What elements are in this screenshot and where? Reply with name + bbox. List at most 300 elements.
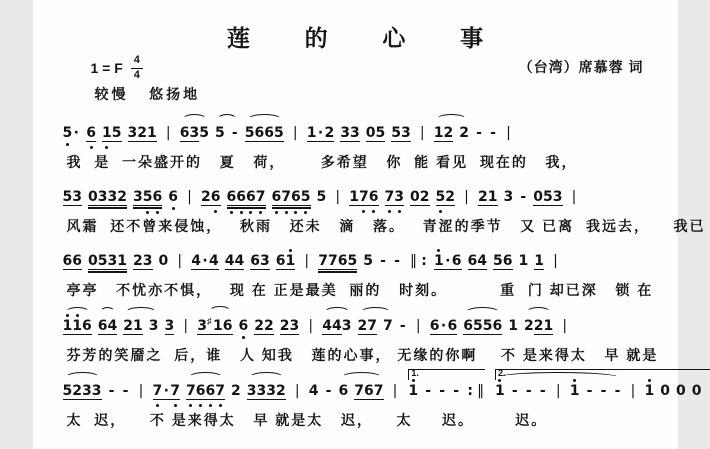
note: 1 xyxy=(508,318,518,335)
note: - xyxy=(439,383,446,400)
beam-group xyxy=(102,125,122,142)
note: 6 xyxy=(492,318,503,335)
note: 2 xyxy=(445,189,455,206)
slur-arc xyxy=(495,383,622,398)
note: 0 xyxy=(676,383,686,400)
beam-group xyxy=(153,383,181,400)
beam-group xyxy=(128,125,157,142)
time-signature xyxy=(131,55,143,81)
note: 4 xyxy=(477,253,487,270)
note: 5 xyxy=(244,125,255,142)
note: - xyxy=(525,383,532,400)
note: 7 xyxy=(318,253,328,270)
note: 3 xyxy=(394,189,404,206)
note: 6 xyxy=(467,253,478,270)
beam-group xyxy=(478,189,498,206)
beam-group xyxy=(86,125,96,142)
note: 5 xyxy=(62,125,73,142)
slur-arc xyxy=(180,125,209,142)
note: 3 xyxy=(552,189,563,206)
note: · xyxy=(202,253,208,270)
note: 6 xyxy=(222,318,233,335)
beam-group xyxy=(254,318,274,335)
second-ending-notation xyxy=(495,382,710,398)
slur-arc xyxy=(247,383,286,400)
note: 3 xyxy=(82,383,92,400)
note: 3 xyxy=(289,318,300,335)
note: 5 xyxy=(543,189,553,206)
note: 3 xyxy=(503,189,514,206)
note: 1 xyxy=(285,253,296,270)
notation-line xyxy=(59,176,652,215)
beam-group xyxy=(197,317,232,335)
second-ending-label: 2. xyxy=(498,368,506,379)
system-2 xyxy=(59,176,706,235)
note: - xyxy=(476,125,482,142)
note: 4 xyxy=(308,383,319,400)
note: - xyxy=(122,383,129,400)
note: 0 xyxy=(88,253,98,270)
note: 5 xyxy=(111,125,122,142)
note: 7 xyxy=(281,189,291,206)
note: 7 xyxy=(215,383,225,400)
note: - xyxy=(325,383,332,400)
note: 2 xyxy=(524,318,534,335)
note: 1 xyxy=(518,253,529,270)
note: 1 xyxy=(213,318,223,335)
note: 4 xyxy=(224,253,235,270)
note: - xyxy=(453,383,460,400)
note: - xyxy=(231,125,238,142)
beam-group xyxy=(493,253,513,270)
note: 7 xyxy=(328,253,338,270)
system-4 xyxy=(59,304,659,364)
lyrics-line: 我 是 一朵盛开的 夏 荷， 多希望 你 能 看见 现在的 我， xyxy=(66,154,578,171)
note: 3 xyxy=(350,125,360,142)
barline: | xyxy=(292,125,298,142)
note: 1 xyxy=(408,383,419,400)
barline: | xyxy=(138,383,144,400)
note: 5 xyxy=(435,189,446,206)
beam-group xyxy=(385,189,405,206)
slur-arc xyxy=(245,125,284,142)
note: 1 xyxy=(62,318,73,335)
note: 2 xyxy=(357,318,368,335)
lyrics-line: 亭亭 不忧亦不惧， 现 在 正是最美 丽的 时刻。 重 门 却已深 锁 在 xyxy=(66,282,654,299)
barline: | xyxy=(553,253,558,270)
beam-group xyxy=(468,253,488,270)
beam-group xyxy=(463,318,502,335)
slur-arc xyxy=(463,318,502,335)
music-systems xyxy=(59,112,706,429)
barline: | xyxy=(183,318,189,335)
beam-group xyxy=(88,189,127,206)
note: 1 xyxy=(117,253,127,270)
beam-group xyxy=(98,318,118,335)
note: 7 xyxy=(383,318,393,335)
slur-arc xyxy=(339,383,384,400)
note: 6 xyxy=(238,318,249,335)
note: 0 xyxy=(365,125,376,142)
note: 7 xyxy=(255,189,266,206)
note: 5 xyxy=(142,189,153,206)
beam-group xyxy=(366,125,386,142)
note: 4 xyxy=(191,253,201,270)
note: 5 xyxy=(473,318,483,335)
note: 2 xyxy=(276,383,286,400)
note: 6 xyxy=(338,383,349,400)
lyrics-line: 芬芳的笑靥之 后，谁 人 知我 莲的心事， 无缘的你啊 不 是来得太 早 就是 xyxy=(66,347,659,364)
note: 3 xyxy=(341,318,352,335)
key-signature xyxy=(91,55,143,81)
beam-group xyxy=(410,189,430,206)
note: 5 xyxy=(363,253,373,270)
note: 5 xyxy=(62,189,73,206)
note: 6 xyxy=(337,253,348,270)
note: 5 xyxy=(375,125,386,142)
note: 6 xyxy=(226,189,237,206)
first-ending xyxy=(408,368,487,400)
time-signature-numerator: 4 xyxy=(131,55,143,69)
note: : xyxy=(467,383,473,400)
barline: | xyxy=(630,383,636,400)
system-5 xyxy=(59,368,702,429)
song-title: 莲 的 心 事 xyxy=(226,25,498,51)
note: - xyxy=(399,318,406,335)
tempo-marking: 较慢 悠扬地 xyxy=(94,86,201,103)
note: 7 xyxy=(170,383,180,400)
beam-group xyxy=(165,318,175,335)
note: 0 xyxy=(660,383,671,400)
barline: | xyxy=(308,318,314,335)
note: 6 xyxy=(205,383,216,400)
note: 5 xyxy=(347,253,358,270)
note: 3 xyxy=(260,253,270,270)
note: 2 xyxy=(123,318,133,335)
note: 4 xyxy=(234,253,245,270)
slur-arc xyxy=(186,383,225,400)
note: · xyxy=(317,125,324,142)
note: 6 xyxy=(291,189,301,206)
beam-group xyxy=(358,318,378,335)
note: 1 xyxy=(72,318,82,335)
note: 2 xyxy=(478,189,488,206)
note: 2 xyxy=(459,125,469,142)
beam-group xyxy=(63,253,83,270)
beam-group xyxy=(430,318,458,335)
note: 1 xyxy=(306,125,317,142)
beam-group xyxy=(534,318,554,335)
note: - xyxy=(394,253,400,270)
note: 6 xyxy=(275,253,286,270)
slur-arc xyxy=(322,318,351,335)
barline: | xyxy=(177,253,183,270)
note: 2 xyxy=(254,318,264,335)
note: 3 xyxy=(340,125,350,142)
note: - xyxy=(511,383,518,400)
note: 4 xyxy=(107,318,118,335)
note: 7 xyxy=(367,318,377,335)
beam-group xyxy=(391,125,411,142)
note: 6 xyxy=(250,253,260,270)
key-signature-text: 1 = F xyxy=(90,60,123,77)
barline: | xyxy=(335,189,341,206)
note: 3 xyxy=(256,383,267,400)
note: 2 xyxy=(419,189,430,206)
note: 6 xyxy=(429,318,440,335)
lyricist-credit: （台湾）席慕蓉 词 xyxy=(518,59,644,75)
note: 5 xyxy=(199,125,209,142)
note: 1 xyxy=(543,318,554,335)
note: 2 xyxy=(279,318,290,335)
beam-group xyxy=(133,189,162,206)
notation-segment xyxy=(63,382,401,398)
note: 2 xyxy=(264,318,274,335)
note: 6 xyxy=(502,253,513,270)
note: 5 xyxy=(274,125,284,142)
barline: | xyxy=(419,125,425,142)
slur-arc xyxy=(524,318,553,335)
note: 6 xyxy=(72,253,82,270)
notation-line xyxy=(59,112,652,151)
meta-row xyxy=(91,55,644,81)
note: 6 xyxy=(236,189,246,206)
note: 3 xyxy=(107,253,118,270)
slur-arc xyxy=(98,318,118,335)
beam-group xyxy=(180,125,200,142)
first-ending-label: 1. xyxy=(411,368,419,379)
note: 6 xyxy=(246,189,256,206)
first-ending-notation xyxy=(408,382,487,398)
barline: | xyxy=(562,318,568,335)
beam-group xyxy=(63,318,92,335)
note: 3 xyxy=(142,253,153,270)
beam-group xyxy=(247,383,286,400)
note: 6 xyxy=(195,383,206,400)
beam-group xyxy=(534,253,544,270)
beam-group xyxy=(186,383,225,400)
system-1 xyxy=(59,112,652,170)
barline: | xyxy=(464,189,469,206)
note: 7 xyxy=(373,383,384,400)
note: 1 xyxy=(102,125,112,142)
note: 6 xyxy=(451,253,462,270)
barline: | xyxy=(165,125,171,142)
beam-group xyxy=(133,253,153,270)
barline: ‖ xyxy=(410,253,417,270)
slur-arc xyxy=(63,318,92,335)
beam-group xyxy=(436,189,456,206)
note: 6 xyxy=(264,125,274,142)
second-ending xyxy=(495,368,710,400)
note: 3 xyxy=(197,318,207,335)
note: 1 xyxy=(495,383,505,400)
slur-arc xyxy=(358,318,393,335)
note: 3 xyxy=(164,318,175,335)
note: 3 xyxy=(266,383,276,400)
note: - xyxy=(539,383,546,400)
beam-group xyxy=(434,125,454,142)
note: - xyxy=(600,383,607,400)
beam-group xyxy=(63,189,83,206)
barline: | xyxy=(506,125,511,142)
notation-line xyxy=(59,304,652,344)
note: 1 xyxy=(569,383,580,400)
note: 6 xyxy=(254,125,265,142)
note: - xyxy=(490,125,496,142)
note: 5 xyxy=(62,383,73,400)
note: · xyxy=(440,318,447,335)
note: 5 xyxy=(300,189,311,206)
note: 6 xyxy=(152,189,163,206)
beam-group xyxy=(307,125,335,142)
beam-group xyxy=(272,189,311,206)
note: 4 xyxy=(322,318,332,335)
beam-group xyxy=(191,253,219,270)
note: - xyxy=(586,383,593,400)
beam-group xyxy=(276,253,296,270)
note: 0 xyxy=(691,383,702,400)
beam-group xyxy=(227,189,266,206)
note: 3 xyxy=(91,383,102,400)
beam-group xyxy=(225,253,245,270)
note: 5 xyxy=(391,125,401,142)
note: 2 xyxy=(231,383,241,400)
note: - xyxy=(614,383,621,400)
barline: | xyxy=(304,253,310,270)
note: 1 xyxy=(147,125,157,142)
beam-group xyxy=(88,253,127,270)
note: ♯ xyxy=(207,316,212,327)
note: 1 xyxy=(434,253,444,270)
beam-group xyxy=(349,189,378,206)
note: 6 xyxy=(86,125,96,142)
note: 5 xyxy=(316,189,327,206)
slur-arc xyxy=(207,317,233,333)
note: 4 xyxy=(209,253,219,270)
barline: | xyxy=(294,383,300,400)
beam-group xyxy=(123,318,143,335)
barline: | xyxy=(187,189,192,206)
note: 5 xyxy=(97,253,108,270)
note: - xyxy=(380,253,386,270)
note: 3 xyxy=(107,189,118,206)
beam-group xyxy=(201,189,221,206)
note: 2 xyxy=(137,125,147,142)
note: 4 xyxy=(332,318,342,335)
note: 3 xyxy=(246,383,257,400)
note: 3 xyxy=(189,125,200,142)
time-signature-denominator: 4 xyxy=(133,68,140,81)
note: 6 xyxy=(368,189,379,206)
note: 7 xyxy=(152,383,163,400)
slur-arc xyxy=(215,125,239,140)
note: 1 xyxy=(433,125,444,142)
notation-line xyxy=(59,240,652,279)
note: · xyxy=(445,253,451,270)
note: - xyxy=(108,383,115,400)
note: 5 xyxy=(215,125,225,142)
beam-group xyxy=(245,125,265,142)
note: 0 xyxy=(533,189,543,206)
slur-arc xyxy=(123,318,158,335)
note: 6 xyxy=(82,318,92,335)
note: 0 xyxy=(158,253,169,270)
lyrics-line: 风霜 还不曾来侵蚀， 秋雨 还未 滴 落。 青涩的季节 又 已离 我远去， 我已 xyxy=(66,218,706,235)
beam-group xyxy=(264,125,284,142)
note: 3 xyxy=(127,125,138,142)
note: 2 xyxy=(533,318,544,335)
barline: | xyxy=(555,383,561,400)
note: 7 xyxy=(354,383,364,400)
note: 2 xyxy=(443,125,454,142)
note: 6 xyxy=(271,189,282,206)
beam-group xyxy=(322,318,342,335)
note: 7 xyxy=(359,189,369,206)
note: : xyxy=(421,253,427,270)
note: 0 xyxy=(88,189,98,206)
sheet-music-page xyxy=(33,0,706,449)
slur-arc xyxy=(63,383,102,400)
note: 6 xyxy=(97,318,108,335)
beam-group xyxy=(434,253,462,270)
barline: | xyxy=(415,318,421,335)
beam-group xyxy=(340,125,360,142)
note: 2 xyxy=(117,189,127,206)
note: 6 xyxy=(463,318,473,335)
note: 1 xyxy=(133,318,143,335)
note: 3 xyxy=(148,318,159,335)
note: 1 xyxy=(644,383,655,400)
note: 2 xyxy=(133,253,143,270)
note: 6 xyxy=(210,189,221,206)
note: 6 xyxy=(364,383,374,400)
note: 0 xyxy=(410,189,420,206)
note: 7 xyxy=(186,383,196,400)
note: 7 xyxy=(384,189,395,206)
beam-group xyxy=(250,253,270,270)
note: 2 xyxy=(72,383,82,400)
note: 5 xyxy=(482,318,493,335)
barline: | xyxy=(571,189,577,206)
note: 5 xyxy=(493,253,503,270)
lyrics-line: 太 迟， 不 是来得太 早 就是太 迟， 太 迟。 迟。 xyxy=(66,412,548,429)
note: 6 xyxy=(179,125,190,142)
note: 3 xyxy=(401,125,411,142)
note: 3 xyxy=(97,189,108,206)
note: 6 xyxy=(447,318,458,335)
beam-group xyxy=(533,189,562,206)
note: - xyxy=(520,189,527,206)
barline: ‖ xyxy=(477,383,485,400)
note: · xyxy=(73,125,79,142)
beam-group xyxy=(280,318,300,335)
note: 2 xyxy=(201,189,211,206)
note: 3 xyxy=(133,189,143,206)
beam-group xyxy=(354,383,383,400)
slur-arc xyxy=(434,125,469,142)
notation-line xyxy=(59,368,702,409)
note: 1 xyxy=(487,189,498,206)
note: 1 xyxy=(534,253,544,270)
beam-group xyxy=(318,253,357,270)
barline: | xyxy=(392,383,398,400)
note: 1 xyxy=(349,189,359,206)
note: 2 xyxy=(324,125,335,142)
system-3 xyxy=(59,240,652,298)
beam-group xyxy=(63,383,102,400)
note: 6 xyxy=(62,253,73,270)
